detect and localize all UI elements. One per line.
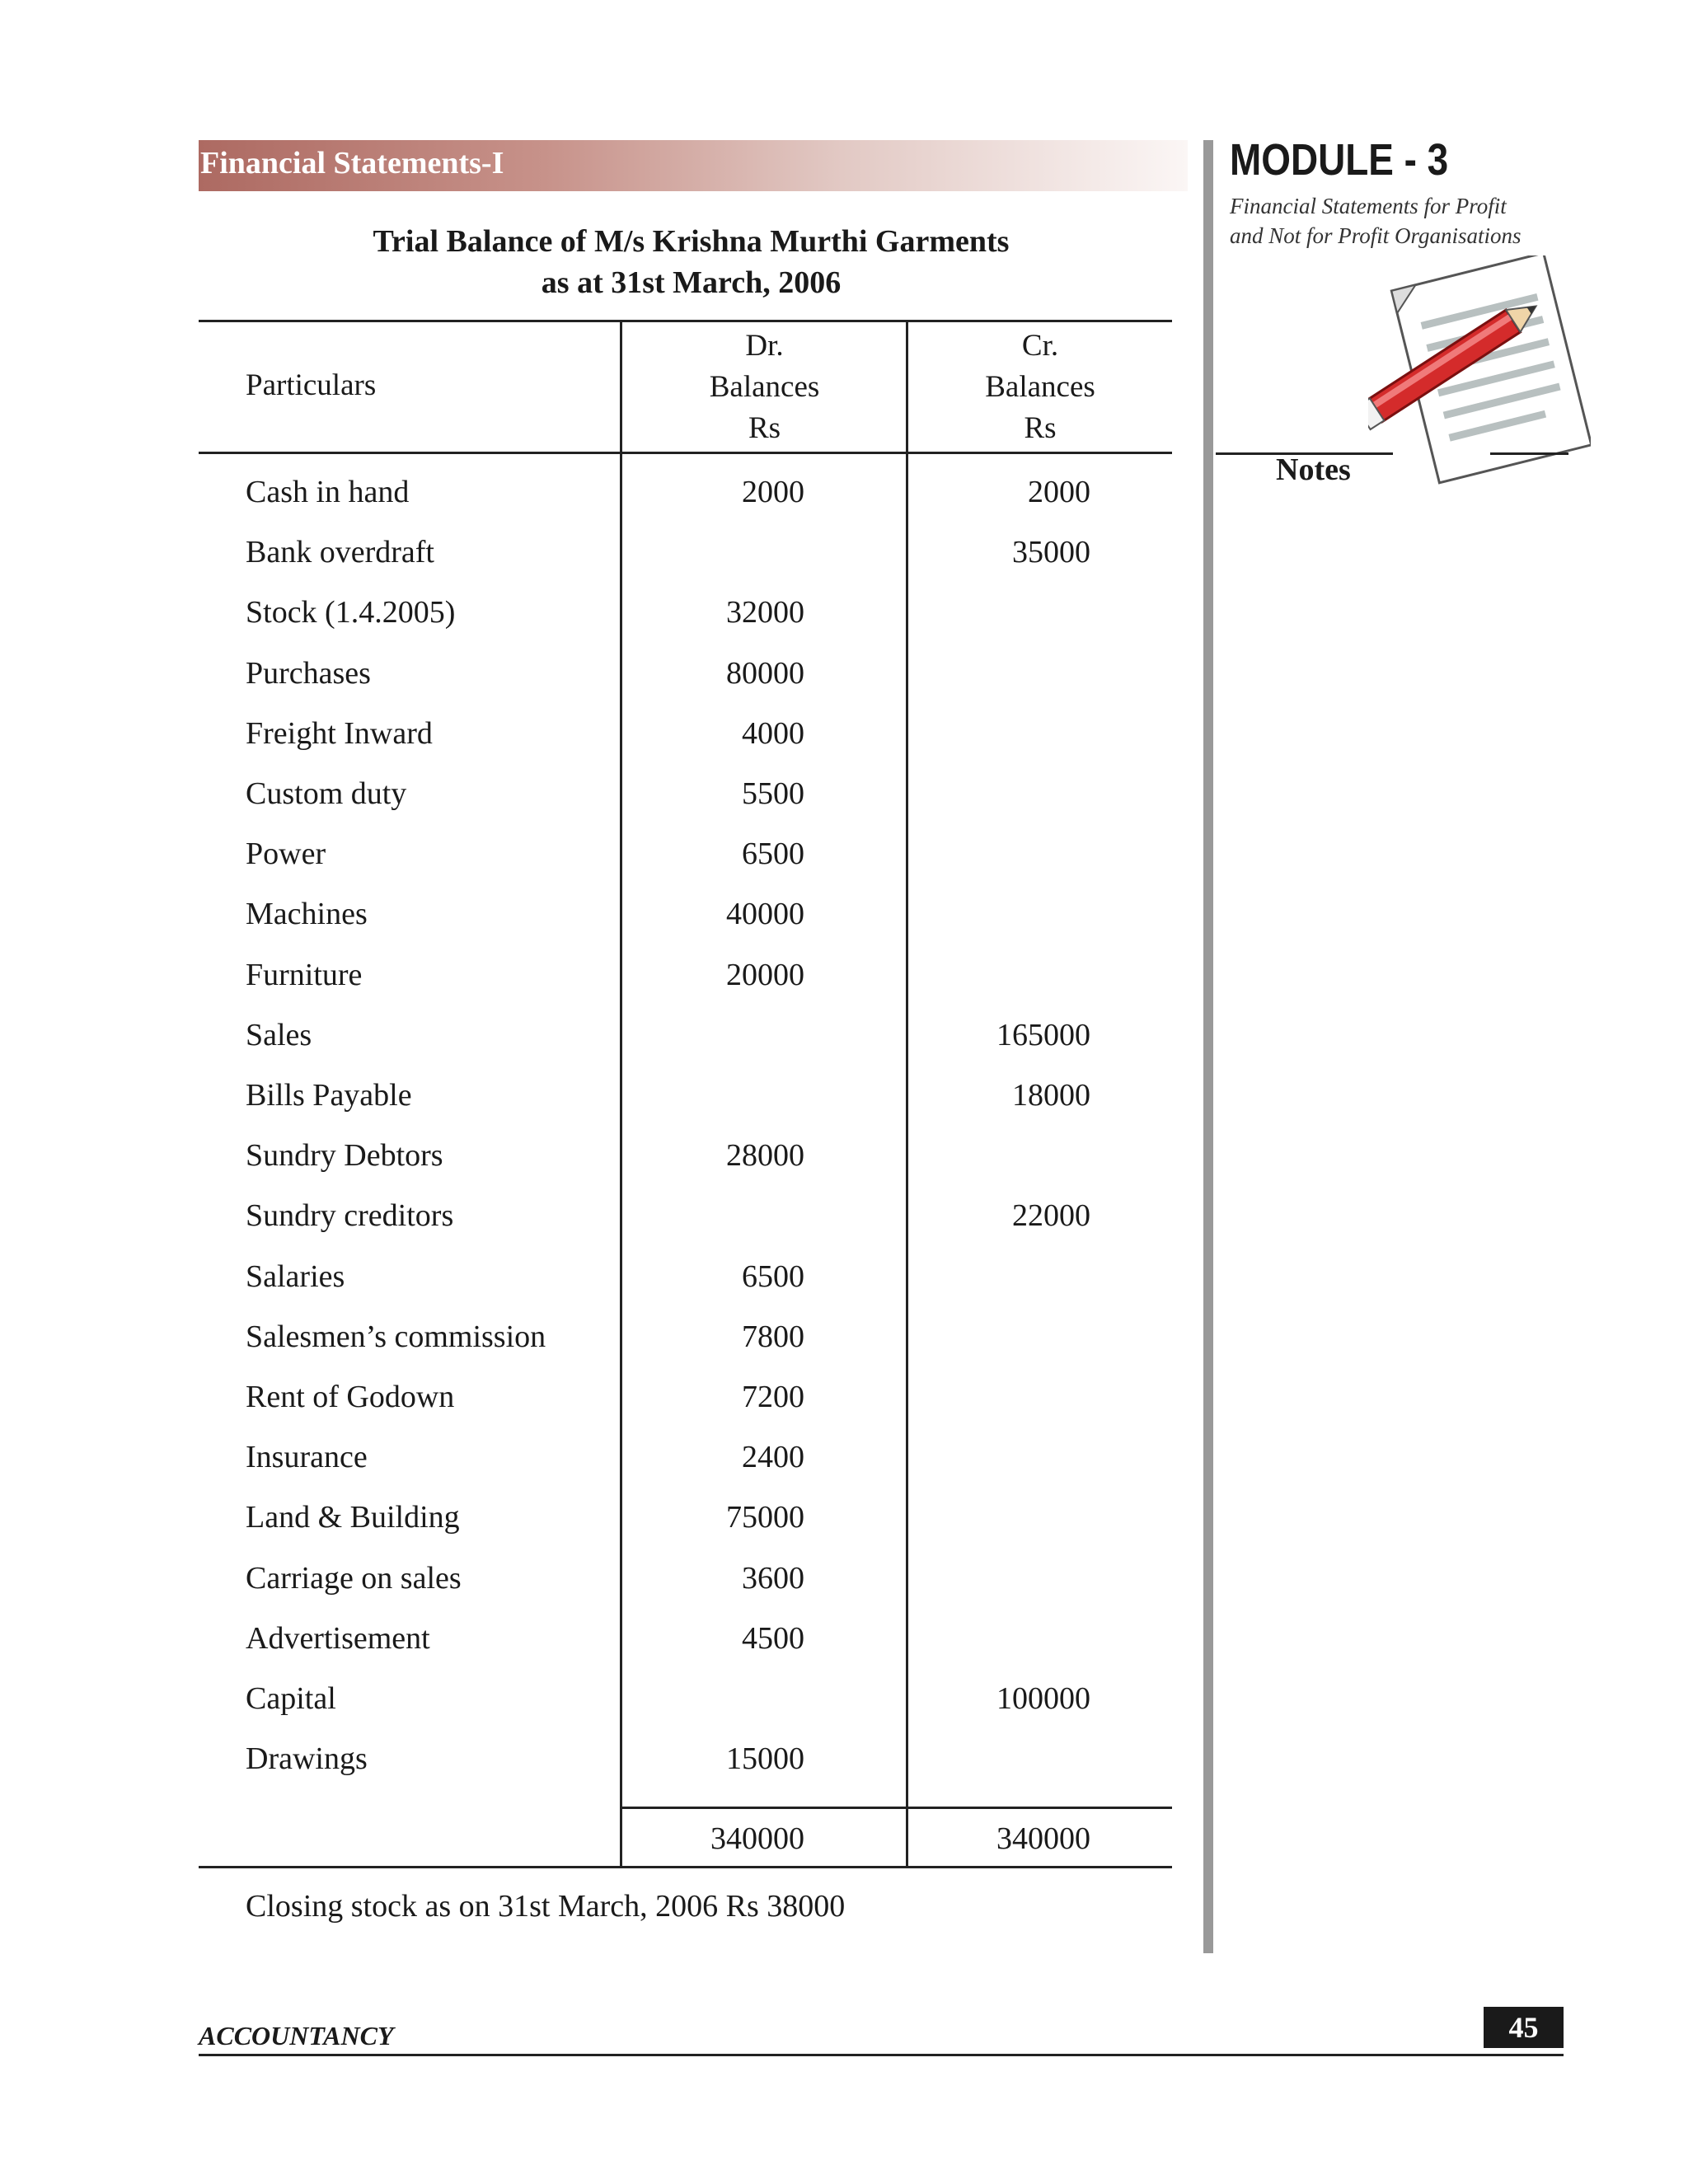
row-particulars: Sundry Debtors xyxy=(246,1138,443,1173)
table-header-rule xyxy=(199,452,1172,454)
document-title xyxy=(199,221,1184,303)
row-dr-amount: 20000 xyxy=(726,958,804,992)
section-title: Financial Statements-I xyxy=(200,146,504,180)
page-number: 45 xyxy=(1484,2007,1564,2048)
row-dr-amount: 4500 xyxy=(742,1621,804,1656)
module-subtitle-line1: Financial Statements for Profit xyxy=(1230,194,1507,218)
row-cr-amount: 100000 xyxy=(996,1681,1090,1716)
row-cr-amount: 18000 xyxy=(1012,1078,1090,1113)
table-divider-cr xyxy=(906,320,908,1868)
footer-subject: ACCOUNTANCY xyxy=(199,2021,394,2050)
row-particulars: Advertisement xyxy=(246,1621,430,1656)
row-particulars: Sundry creditors xyxy=(246,1198,454,1233)
row-dr-amount: 80000 xyxy=(726,656,804,691)
row-particulars: Salesmen’s commission xyxy=(246,1319,546,1354)
row-dr-amount: 40000 xyxy=(726,897,804,931)
table-top-rule xyxy=(199,320,1172,322)
module-subtitle xyxy=(1230,191,1592,251)
row-particulars: Bills Payable xyxy=(246,1078,412,1113)
column-header-cr xyxy=(908,326,1172,449)
row-dr-amount: 75000 xyxy=(726,1500,804,1535)
row-particulars: Cash in hand xyxy=(246,475,410,509)
row-dr-amount: 5500 xyxy=(742,776,804,811)
table-total-rule xyxy=(621,1807,1172,1809)
row-particulars: Furniture xyxy=(246,958,363,992)
row-cr-amount: 22000 xyxy=(1012,1198,1090,1233)
row-dr-amount: 2400 xyxy=(742,1440,804,1474)
row-dr-amount: 15000 xyxy=(726,1741,804,1776)
dr-header-line1: Dr. xyxy=(745,329,784,363)
row-particulars: Power xyxy=(246,837,326,871)
row-particulars: Bank overdraft xyxy=(246,535,434,569)
row-particulars: Land & Building xyxy=(246,1500,460,1535)
row-particulars: Rent of Godown xyxy=(246,1380,455,1414)
row-particulars: Capital xyxy=(246,1681,336,1716)
row-particulars: Carriage on sales xyxy=(246,1561,462,1596)
column-header-particulars: Particulars xyxy=(246,368,377,402)
table-divider-dr xyxy=(620,320,622,1868)
total-dr: 340000 xyxy=(710,1821,804,1856)
title-line-1: Trial Balance of M/s Krishna Murthi Garments xyxy=(373,224,1010,259)
table-bottom-rule xyxy=(199,1866,1172,1868)
row-particulars: Sales xyxy=(246,1018,312,1052)
row-cr-amount: 165000 xyxy=(996,1018,1090,1052)
section-header-band xyxy=(199,140,1188,191)
row-dr-amount: 28000 xyxy=(726,1138,804,1173)
notes-rule-right xyxy=(1490,452,1568,455)
row-particulars: Machines xyxy=(246,897,368,931)
row-cr-amount: 2000 xyxy=(1028,475,1090,509)
cr-header-line3: Rs xyxy=(1024,411,1057,445)
dr-header-line3: Rs xyxy=(748,411,781,445)
row-particulars: Custom duty xyxy=(246,776,407,811)
row-dr-amount: 6500 xyxy=(742,1259,804,1294)
row-cr-amount: 35000 xyxy=(1012,535,1090,569)
notes-label: Notes xyxy=(1276,452,1351,487)
row-dr-amount: 7200 xyxy=(742,1380,804,1414)
row-dr-amount: 4000 xyxy=(742,716,804,751)
row-particulars: Freight Inward xyxy=(246,716,433,751)
total-cr: 340000 xyxy=(996,1821,1090,1856)
dr-header-line2: Balances xyxy=(709,370,820,404)
row-dr-amount: 3600 xyxy=(742,1561,804,1596)
row-particulars: Insurance xyxy=(246,1440,368,1474)
footer-rule xyxy=(199,2054,1564,2056)
pencil-notepad-icon xyxy=(1368,255,1591,486)
row-particulars: Stock (1.4.2005) xyxy=(246,595,456,630)
column-header-dr xyxy=(622,326,907,449)
row-particulars: Purchases xyxy=(246,656,371,691)
row-dr-amount: 2000 xyxy=(742,475,804,509)
module-title: MODULE - 3 xyxy=(1230,135,1449,185)
row-dr-amount: 32000 xyxy=(726,595,804,630)
row-dr-amount: 7800 xyxy=(742,1319,804,1354)
closing-stock-note: Closing stock as on 31st March, 2006 Rs 38000 xyxy=(246,1889,846,1924)
cr-header-line1: Cr. xyxy=(1021,329,1059,363)
row-particulars: Drawings xyxy=(246,1741,368,1776)
sidebar-divider xyxy=(1203,140,1213,1953)
row-dr-amount: 6500 xyxy=(742,837,804,871)
row-particulars: Salaries xyxy=(246,1259,345,1294)
cr-header-line2: Balances xyxy=(985,370,1095,404)
title-line-2: as at 31st March, 2006 xyxy=(541,265,842,300)
module-subtitle-line2: and Not for Profit Organisations xyxy=(1230,223,1522,248)
